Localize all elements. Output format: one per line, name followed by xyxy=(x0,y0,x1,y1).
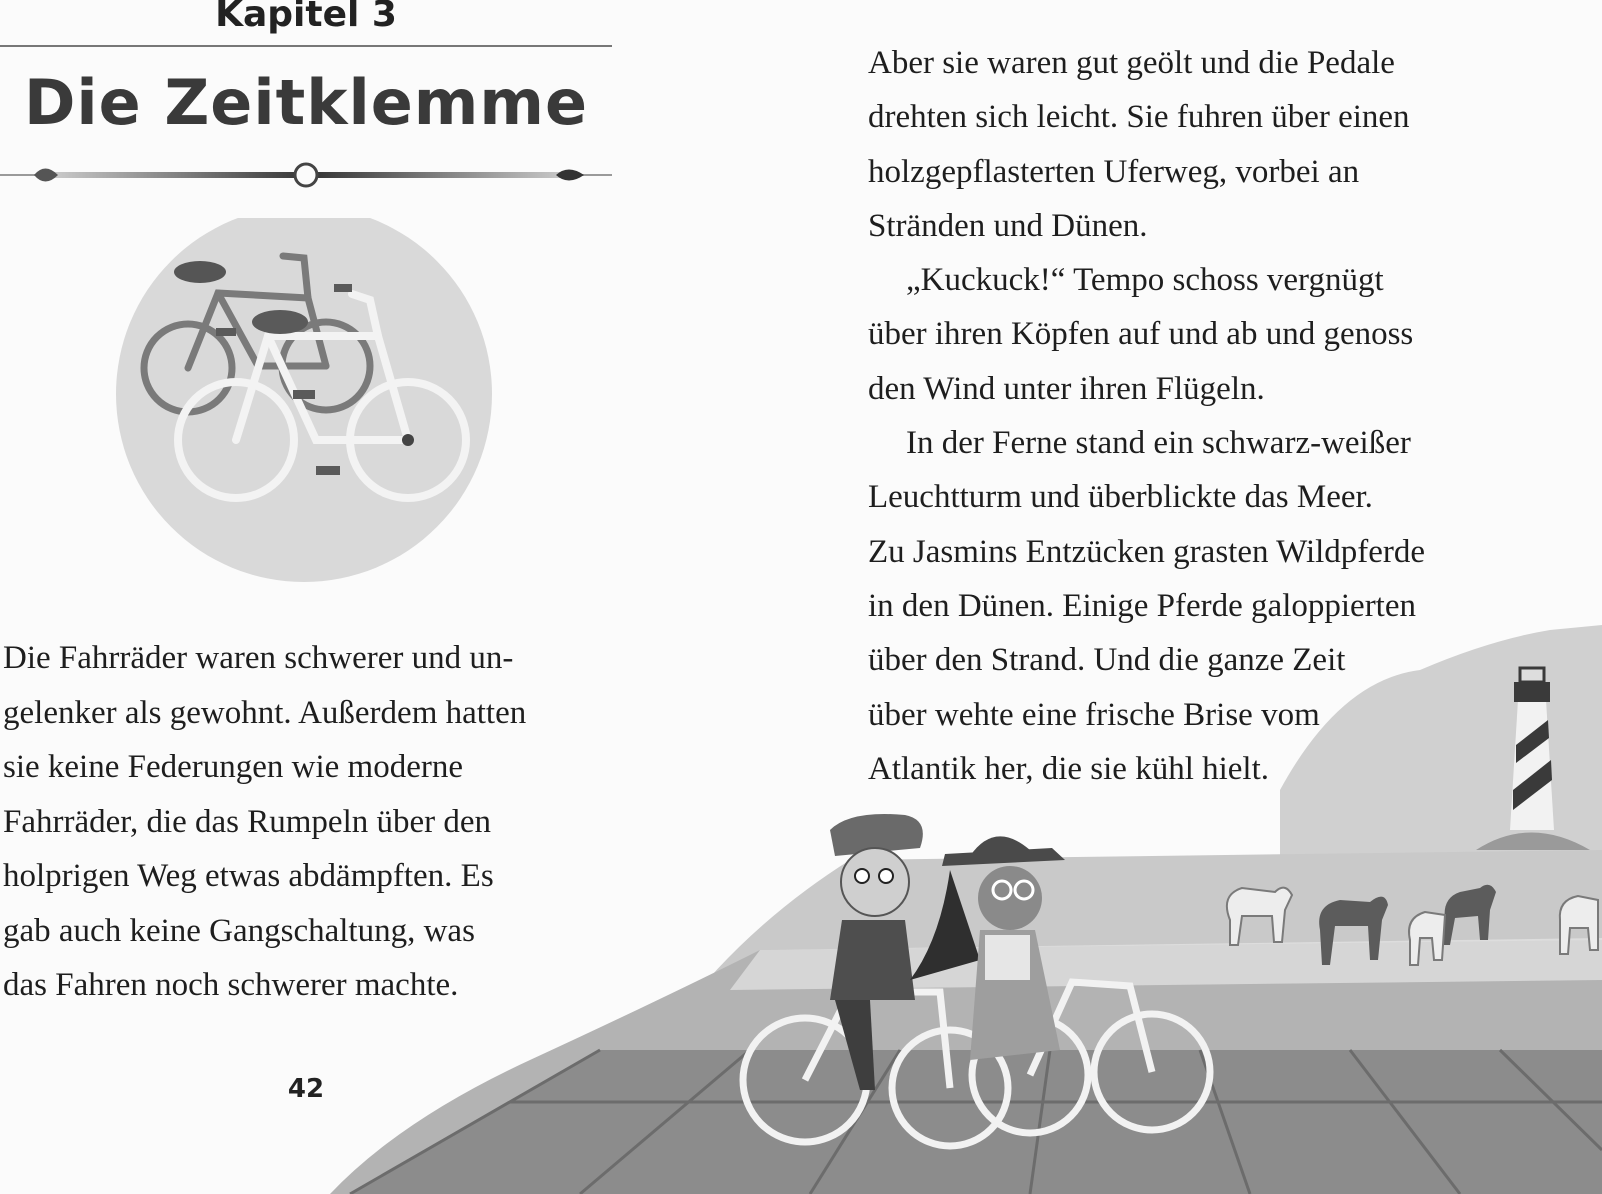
body-line: holzgepflasterten Uferweg, vorbei an xyxy=(868,153,1360,190)
chapter-ornament xyxy=(0,158,612,194)
chapter-top-rule xyxy=(0,45,612,47)
body-line: über wehte eine frische Brise vom xyxy=(868,696,1320,733)
chapter-title: Die Zeitklemme xyxy=(23,66,589,139)
body-line: Die Fahrräder waren schwerer und un- xyxy=(3,640,514,676)
chapter-label: Kapitel 3 xyxy=(215,0,397,35)
body-line: über ihren Köpfen auf und ab und genoss xyxy=(868,316,1414,353)
bicycles-illustration xyxy=(108,218,510,598)
body-line: Atlantik her, die sie kühl hielt. xyxy=(868,750,1270,787)
body-line: drehten sich leicht. Sie fuhren über einen xyxy=(868,99,1410,136)
body-line: Zu Jasmins Entzücken grasten Wildpferde xyxy=(868,533,1426,570)
body-line: gelenker als gewohnt. Außerdem hatten xyxy=(3,694,527,731)
body-line: gab auch keine Gangschaltung, was xyxy=(3,912,475,949)
body-line: Stränden und Dünen. xyxy=(868,207,1148,244)
body-line: das Fahren noch schwerer machte. xyxy=(3,967,459,1003)
body-line: sie keine Federungen wie moderne xyxy=(3,749,464,785)
body-line: über den Strand. Und die ganze Zeit xyxy=(868,642,1346,679)
body-line: Aber sie waren gut geölt und die Pedale xyxy=(868,45,1395,81)
body-line: In der Ferne stand ein schwarz-weißer xyxy=(906,425,1411,462)
body-line: Leuchtturm und überblickte das Meer. xyxy=(868,479,1373,516)
body-line: in den Dünen. Einige Pferde galoppierten xyxy=(868,587,1416,624)
body-line: holprigen Weg etwas abdämpften. Es xyxy=(3,858,494,894)
body-line: den Wind unter ihren Flügeln. xyxy=(868,370,1265,407)
body-line: Fahrräder, die das Rumpeln über den xyxy=(3,803,492,840)
body-line: „Kuckuck!“ Tempo schoss vergnügt xyxy=(906,262,1384,299)
page-number: 42 xyxy=(287,1074,325,1104)
right-page-body xyxy=(868,36,1588,796)
